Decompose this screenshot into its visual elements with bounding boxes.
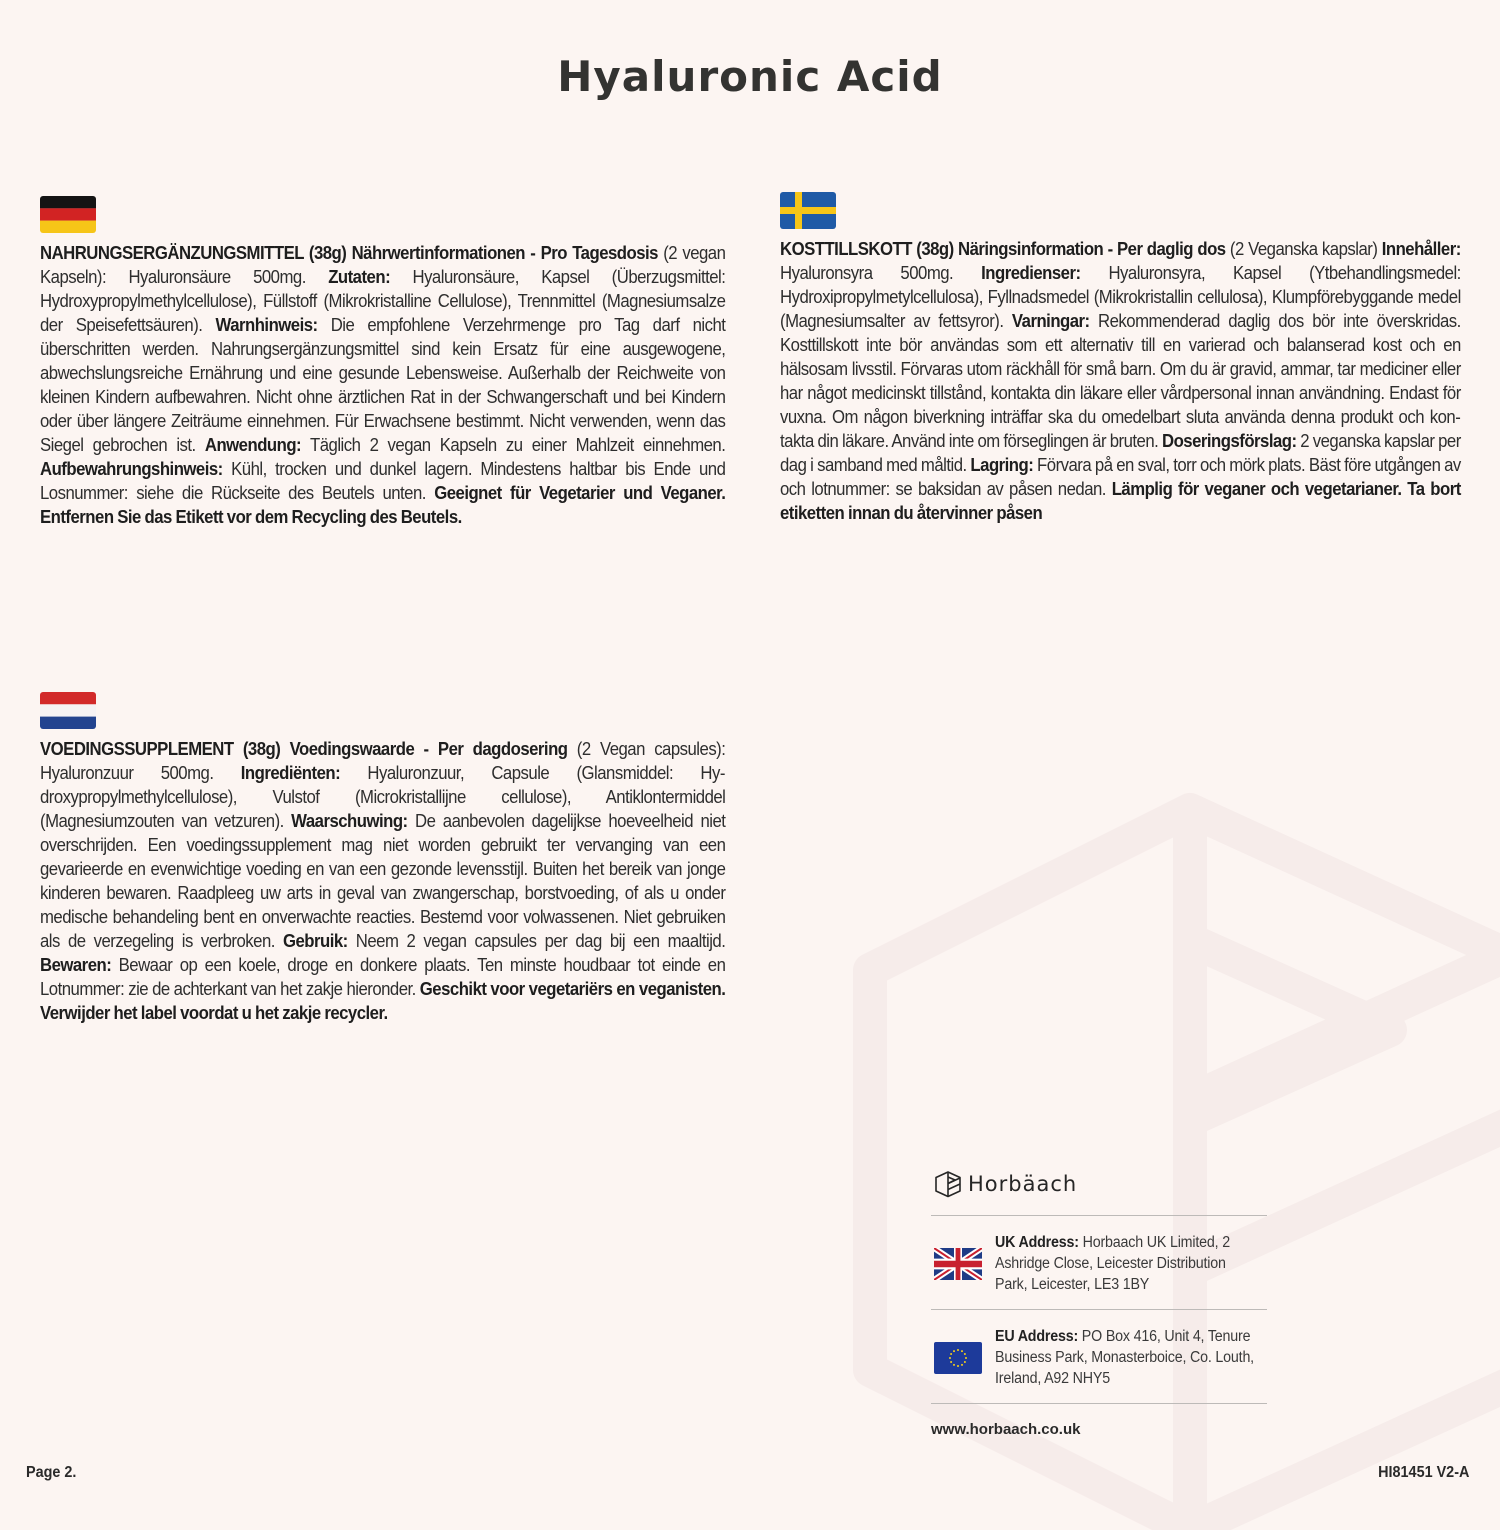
- germany-flag-icon: [40, 196, 96, 233]
- product-code: HI81451 V2-A: [1377, 1464, 1469, 1481]
- section-german: [40, 196, 785, 529]
- section-dutch: [40, 692, 785, 1025]
- divider: [931, 1403, 1267, 1404]
- page-title: Hyaluronic Acid: [557, 52, 943, 101]
- eu-address: [934, 1326, 1285, 1389]
- eu-flag-icon: [934, 1342, 982, 1374]
- website-link[interactable]: www.horbaach.co.uk: [931, 1421, 1081, 1438]
- cube-logo-icon: [934, 1170, 962, 1198]
- dutch-label-text: VOEDINGSSUPPLEMENT (38g) Voedingswaarde - Per dagdosering (2 Vegan capsules): Hyaluronzuur 500mg. Ingrediënten: Hyaluronzuur, Capsule (Glansmiddel: Hydroxypropylmethylcellulose), Vulstof (Microkristallijne cellulose), Antiklontermiddel (Magnesiumzouten van vetzuren). Waarschuwing: De aanbevolen dagelijkse hoeveelheid niet overschrijden. Een voedingssupplement mag niet worden gebruikt ter vervanging van een gevarieerde en evenwichtige voeding en van een gezonde levensstijl. Buiten het bereik van jonge kinderen bewaren. Raadpleeg uw arts in geval van zwangerschap, borstvoeding, of als u onder medische behandeling bent en onverwachte reacties. Bestemd voor volwassenen. Niet gebruiken als de verzegeling is verbroken. Gebruik: Neem 2 vegan capsules per dag bij een maaltijd. Bewaren: Bewaar op een koele, droge en donkere plaats. Ten minste houdbaar tot einde en Lotnummer: zie de achterkant van het zakje hieronder. Geschikt voor vegetariërs en veganisten. Verwijder het label voordat u het zakje recycler.: [40, 739, 726, 1023]
- uk-address: [934, 1232, 1285, 1295]
- cube-watermark-icon: [850, 770, 1500, 1530]
- netherlands-flag-icon: [40, 692, 96, 729]
- uk-address-text: UK Address: Horbaach UK Limited, 2 Ashridge Close, Leicester Distribution Park, Leicester, LE3 1BY: [995, 1234, 1230, 1293]
- divider: [931, 1309, 1267, 1310]
- brand-logo: [934, 1170, 1077, 1198]
- divider: [931, 1215, 1267, 1216]
- section-swedish: [780, 192, 1500, 525]
- brand-name: Horbäach: [968, 1172, 1078, 1196]
- german-label-text: NAHRUNGSERGÄNZUNGSMITTEL (38g) Nährwertinformationen - Pro Tagesdosis (2 vegan Kapseln): Hyaluronsäure 500mg. Zutaten: Hyaluronsäure, Kapsel (Überzugsmittel: Hydroxypropylmethylcellulose), Füllstoff (Mikrokristalline Cellulose), Trennmittel (Magnesiumsalze der Speisefettsäuren). Warnhinweis: Die empfohlene Verzehrmenge pro Tag darf nicht überschritten werden. Nahrungsergänzungsmittel sind kein Ersatz für eine ausgewogene, abwechslungsreiche Ernährung und eine gesunde Lebensweise. Außerhalb der Reichweite von kleinen Kindern aufbewahren. Nicht ohne ärztlichen Rat in der Schwangerschaft und bei Kindern oder über längere Zeiträume einnehmen. Für Erwachsene bestimmt. Nicht verwenden, wenn das Siegel gebrochen ist. Anwendung: Täglich 2 vegan Kapseln zu einer Mahlzeit einnehmen. Aufbewahrungshinweis: Kühl, trocken und dunkel lagern. Mindestens haltbar bis Ende und Losnummer: siehe die Rückseite des Beutels unten. Geeignet für Vegetarier und Veganer. Entfernen Sie das Etikett vor dem Recycling des Beutels.: [40, 243, 726, 527]
- uk-flag-icon: [934, 1248, 982, 1280]
- eu-address-text: EU Address: PO Box 416, Unit 4, Tenure Business Park, Monasterboice, Co. Louth, Ireland, A92 NHY5: [995, 1328, 1254, 1387]
- swedish-label-text: KOSTTILLSKOTT (38g) Näringsinformation - Per daglig dos (2 Veganska kapslar) Innehåller: Hyaluronsyra 500mg. Ingredienser: Hyaluronsyra, Kapsel (Ytbehandlingsmedel: Hydroxipropylmetylcellulosa), Fyllnadsmedel (Mikrokristallin cellulosa), Klumpförebyggande medel (Magnesiumsalter av fettsyror). Varningar: Rekommenderad daglig dos bör inte överskridas. Kosttillskott inte bör användas som ett alternativ till en varierad och balanserad kost och en hälsosam livsstil. Förvaras utom räckhåll för små barn. Om du är gravid, ammar, tar mediciner eller har något medicinskt tillstånd, kontakta din läkare eller vårdpersonal innan användning. Endast för vuxna. Om någon biverkning inträffar ska du omedelbart sluta använda denna produkt och kontakta din läkare. Använd inte om förseglingen är bruten. Doseringsförslag: 2 veganska kapslar per dag i samband med måltid. Lagring: Förvara på en sval, torr och mörk plats. Bäst före utgången av och lotnummer: se baksidan av påsen nedan. Lämplig för veganer och vegetarianer. Ta bort etiketten innan du återvinner påsen: [780, 239, 1461, 523]
- page-number: Page 2.: [26, 1464, 77, 1481]
- sweden-flag-icon: [780, 192, 836, 229]
